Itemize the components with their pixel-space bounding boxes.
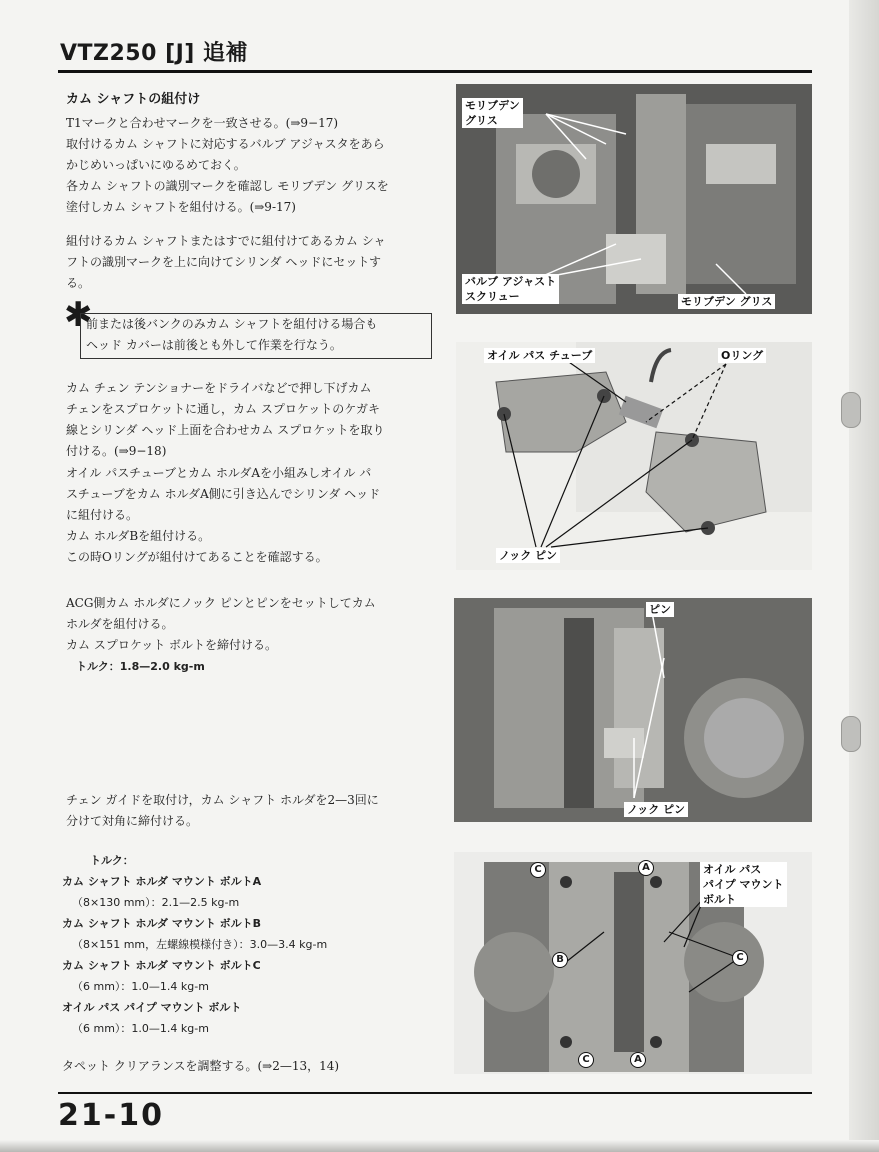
figure-acg-side-photo [454,598,812,822]
text-line: カム チェン テンショナーをドライバなどで押し下げカム [66,381,372,395]
text-line: 線とシリンダ ヘッド上面を合わせカム スプロケットを取り [66,423,385,437]
torque-item: カム シャフト ホルダ マウント ボルトC [62,959,261,972]
torque-value: （8×130 mm）：2.1—2.5 kg-m [72,896,240,909]
label-molybdenum-grease-bottom: モリブデン グリス [678,294,775,309]
note-asterisk-icon: ✱ [64,295,93,335]
text-line: 付ける。(⇒9−18) [66,444,167,458]
text-line: かじめいっぱいにゆるめておく。 [66,158,246,172]
text-line: ACG側カム ホルダにノック ピンとピンをセットしてカム [66,596,376,610]
footer-divider [58,1092,812,1094]
text-line: る。 [66,276,91,290]
label-oil-pass-pipe-mount-bolt [700,862,787,907]
text-line: 塗付しカム シャフトを組付ける。(⇒9-17) [66,200,296,214]
torque-list [62,850,327,1039]
label-line: バルブ アジャスト [465,275,557,288]
label-oil-pass-tube: オイル パス チューブ [484,348,595,363]
text-line: この時Oリングが組付けてあることを確認する。 [66,550,328,564]
section-title: カム シャフトの組付け [66,92,201,107]
torque-value: （8×151 mm，左螺線模様付き）：3.0—3.4 kg-m [72,938,328,951]
text-line: 前または後バンクのみカム シャフトを組付ける場合も [86,317,378,331]
text-line: ホルダを組付ける。 [66,617,174,631]
torque-spec: トルク：1.8—2.0 kg-m [76,660,205,673]
torque-value: （6 mm）：1.0—1.4 kg-m [72,1022,209,1035]
figure-cam-holder-photo [456,342,812,570]
page-edge [849,0,879,1152]
figure-holder-bolts-photo [454,852,812,1074]
text-line: チェンをスプロケットに通し，カム スプロケットのケガキ [66,402,381,416]
label-line: ボルト [703,893,736,906]
text-line: ヘッド カバーは前後とも外して作業を行なう。 [86,338,342,352]
label-line: オイル パス [703,863,762,876]
label-valve-adjust-screw [462,274,559,304]
page-title: VTZ250 [J] 追補 [60,41,249,66]
label-knock-pin: ノック ピン [624,802,688,817]
paragraph-4 [66,463,380,568]
marker-a: A [638,860,654,876]
binder-hole-lower [841,716,861,752]
note-text [86,314,377,356]
text-line: オイル パスチューブとカム ホルダAを小組みしオイル パ [66,466,372,480]
text-line: スチューブをカム ホルダA側に引き込んでシリンダ ヘッド [66,487,381,501]
acg-illustration [454,598,812,822]
page-number: 21-10 [58,1098,164,1133]
header-divider [58,70,812,73]
torque-value: （6 mm）：1.0—1.4 kg-m [72,980,209,993]
paragraph-6 [66,790,379,832]
text-line: 組付けるカム シャフトまたはすでに組付けてあるカム シャ [66,234,386,248]
label-o-ring: Oリング [718,348,766,363]
text-line: に組付ける。 [66,508,139,522]
label-molybdenum-grease-top [462,98,523,128]
label-pin: ピン [646,602,674,617]
paragraph-1 [66,113,389,218]
figure-camshaft-photo [456,84,812,314]
paragraph-3 [66,378,385,462]
cam-holder-illustration [456,342,812,570]
binder-hole-upper [841,392,861,428]
torque-title: トルク： [90,854,134,867]
label-knock-pin: ノック ピン [496,548,560,563]
marker-b: B [552,952,568,968]
label-line: モリブデン [465,99,520,112]
marker-a: A [630,1052,646,1068]
label-line: スクリュー [465,290,520,303]
torque-item: オイル パス パイプ マウント ボルト [62,1001,242,1014]
marker-c: C [530,862,546,878]
label-line: グリス [465,114,498,127]
text-line: カム ホルダBを組付ける。 [66,529,211,543]
text-line: T1マークと合わせマークを一致させる。(⇒9−17) [66,116,339,130]
text-line: チェン ガイドを取付け，カム シャフト ホルダを2—3回に [66,793,379,807]
torque-item: カム シャフト ホルダ マウント ボルトA [62,875,262,888]
paragraph-5 [66,593,376,677]
torque-item: カム シャフト ホルダ マウント ボルトB [62,917,262,930]
marker-c: C [578,1052,594,1068]
text-line: 各カム シャフトの識別マークを確認し モリブデン グリスを [66,179,389,193]
text-line: 取付けるカム シャフトに対応するバルブ アジャスタをあら [66,137,385,151]
text-line: 分けて対角に締付ける。 [66,814,199,828]
paragraph-2 [66,231,386,294]
text-line: フトの識別マークを上に向けてシリンダ ヘッドにセットす [66,255,381,269]
text-line: カム スプロケット ボルトを締付ける。 [66,638,278,652]
marker-c: C [732,950,748,966]
label-line: パイプ マウント [703,878,784,891]
paragraph-7: タペット クリアランスを調整する。(⇒2—13，14) [62,1059,340,1073]
scan-shadow [0,1140,879,1152]
